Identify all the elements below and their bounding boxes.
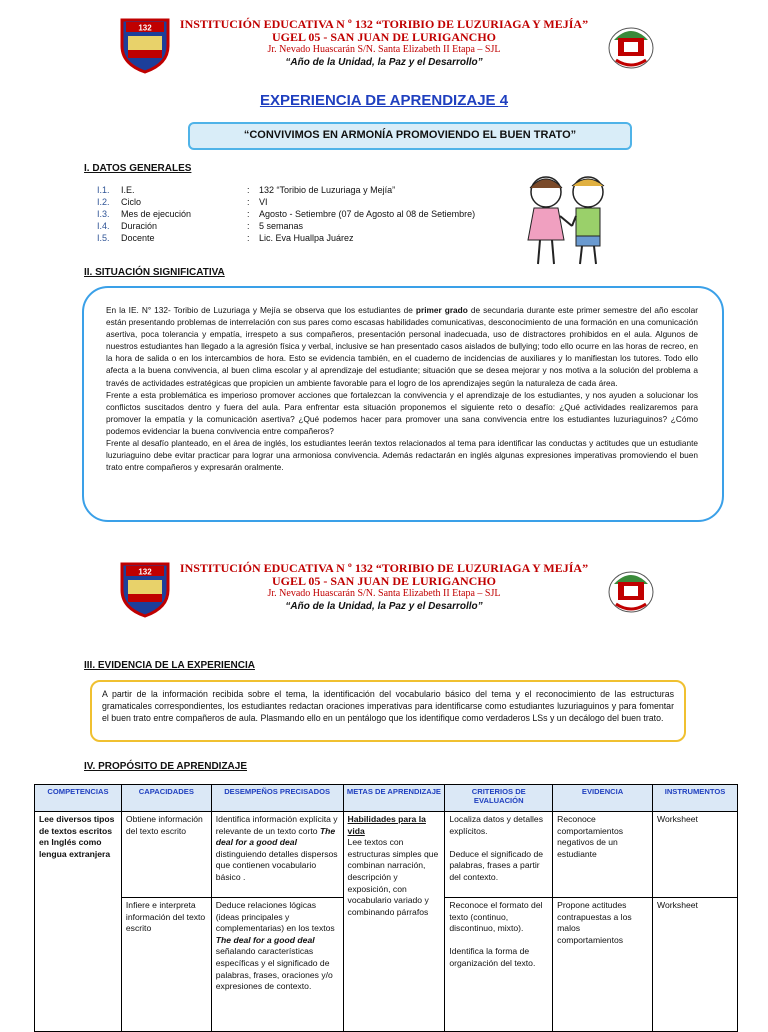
datos-row-separator: : xyxy=(247,233,250,243)
situacion-paragraph-2: Frente a esta problemática es imperioso promover acciones que fortalezcan la convivencia y el aprendizaje de los estudiantes, y nos ayuden a solucionar los conflictos suscitados dentro y fuera del aula. Para enfrentar esta situación proponemos el siguiente reto o desafío: ¿Qué actividades realizaremos para promover la empatía y la comunicación asertiva? ¿Qué podemos hacer para promover una sana convivencia entre los estudiantes luzuriaguinos? ¿Cómo podemos evidenciar la buena convivencia entre compañeros? xyxy=(106,389,698,436)
col-competencias: COMPETENCIAS xyxy=(35,785,122,812)
situacion-box xyxy=(82,286,724,522)
subtitle: “CONVIVIMOS EN ARMONÍA PROMOVIENDO EL BUEN TRATO” xyxy=(243,129,577,141)
col-instrumentos: INSTRUMENTOS xyxy=(653,785,738,812)
datos-row-value: 5 semanas xyxy=(259,221,304,231)
proposito-table xyxy=(34,784,738,1032)
datos-row xyxy=(97,232,517,244)
evidencia-box xyxy=(90,680,686,742)
datos-row xyxy=(97,220,517,232)
school-name: INSTITUCIÓN EDUCATIVA N º 132 “TORIBIO DE LUZURIAGA Y MEJÍA” xyxy=(179,17,589,31)
logo-number-2: 132 xyxy=(138,567,152,577)
instrumento-cell: Worksheet xyxy=(653,812,738,898)
metas-cell: Habilidades para la vida Lee textos con estructuras simples que combinan narración, descripción y exposición, con vocabulario variado y combinando párrafos xyxy=(343,812,445,1032)
children-illustration xyxy=(512,170,622,270)
col-evidencia: EVIDENCIA xyxy=(553,785,653,812)
evidencia-cell: Reconoce comportamientos negativos de un estudiante xyxy=(553,812,653,898)
datos-row-value: VI xyxy=(259,197,268,207)
datos-row-value: Lic. Eva Huallpa Juárez xyxy=(259,233,354,243)
datos-row-value: 132 “Toribio de Luzuriaga y Mejía” xyxy=(259,185,396,195)
datos-row xyxy=(97,208,517,220)
datos-row-number: I.2. xyxy=(97,197,110,207)
capacidad-cell: Infiere e interpreta información del texto escrito xyxy=(121,898,211,1032)
capacidad-cell: Obtiene información del texto escrito xyxy=(121,812,211,898)
datos-row-separator: : xyxy=(247,209,250,219)
situacion-paragraph-3: Frente al desafío planteado, en el área de inglés, los estudiantes leerán textos relacionados al tema para identificar las conductas y actitudes que un estudiante luzuriaguino debe evitar practicar para lograr una armoniosa convivencia. Además redactarán en inglés algunas expresiones imperativas promoviendo el buen trato entre compañeros y expresarán oralmente. xyxy=(106,438,698,473)
datos-row-number: I.4. xyxy=(97,221,110,231)
subtitle-box xyxy=(188,122,632,150)
situacion-text xyxy=(106,304,698,473)
situacion-paragraph-1: En la IE. N° 132- Toribio de Luzuriaga y Mejía se observa que los estudiantes de primer grado de secundaria durante este primer semestre del año escolar están presentando problemas de interrelación con sus pares como escasas habilidades comunicativas, desconocimiento de una formación en una comunicación asertiva, poca tolerancia y empatía, irrespeto a sus compañeros, presentación personal inadecuada, uso de distractores prohibidos en el aula. Algunos de nuestros estudiantes han llegado a la agresión física y verbal, inclusive se han presentado casos aislados de bullying; todo ello ocurre en las horas de recreo, en la hora de salida o en los intercambios de hora. Esto se evidencia también, en el cuaderno de incidencias de auxiliares y lo manifiestan los tutores. Todo ello afecta a la buena convivencia, al buen clima escolar y al aprendizaje del estudiante; situación que se desea mejorar y nos motiva a la solución del problema a través de actividades estratégicas que propicien un ambiente favorable para el logro de los aprendizajes según la naturaleza de cada área. xyxy=(106,305,698,388)
datos-row-separator: : xyxy=(247,197,250,207)
year-motto-2: “Año de la Unidad, la Paz y el Desarrollo” xyxy=(285,601,483,612)
ugel-name: UGEL 05 - SAN JUAN DE LURIGANCHO xyxy=(271,30,497,44)
table-row xyxy=(35,812,738,898)
instrumento-cell: Worksheet xyxy=(653,898,738,1032)
criterio-cell: Localiza datos y detalles explícitos. Deduce el significado de palabras, frases a partir del contexto. xyxy=(445,812,553,898)
evidencia-text: A partir de la información recibida sobre el tema, la identificación del vocabulario básico del tema y el reconocimiento de las estructuras gramaticales correspondientes, los estudiantes redactan oraciones imperativas para identificarse como estudiantes luzuriaguinos y para fomentar el buen trato entre compañeros de aula. Plasmando ello en un pentálogo que los identifique como verdaderos LSs y un decálogo del buen trato. xyxy=(102,689,674,723)
datos-row-separator: : xyxy=(247,185,250,195)
logo-number: 132 xyxy=(138,23,152,33)
ugel-name-2: UGEL 05 - SAN JUAN DE LURIGANCHO xyxy=(271,574,497,588)
competencia-cell: Lee diversos tipos de textos escritos en Inglés como lengua extranjera xyxy=(35,812,122,1032)
evidencia-cell: Propone actitudes contrapuestas a los malos comportamientos xyxy=(553,898,653,1032)
year-motto: “Año de la Unidad, la Paz y el Desarrollo” xyxy=(285,57,483,68)
desempeno-cell: Identifica información explícita y relevante de un texto corto The deal for a good deal distinguiendo detalles dispersos que contienen vocabulario básico . xyxy=(211,812,343,898)
table-header-row xyxy=(35,785,738,812)
section-situacion-heading: II. SITUACIÓN SIGNIFICATIVA xyxy=(84,267,225,278)
col-desempenos: DESEMPEÑOS PRECISADOS xyxy=(211,785,343,812)
school-name-2: INSTITUCIÓN EDUCATIVA N º 132 “TORIBIO DE LUZURIAGA Y MEJÍA” xyxy=(179,561,589,575)
datos-row-label: I.E. xyxy=(121,185,135,195)
datos-row-number: I.1. xyxy=(97,185,110,195)
desempeno-cell: Deduce relaciones lógicas (ideas principales y complementarias) en los textos The deal for a good deal señalando características específicas y el significado de palabras, frases, oraciones y/o expresiones de contexto. xyxy=(211,898,343,1032)
datos-row-label: Mes de ejecución xyxy=(121,209,192,219)
col-criterios: CRITERIOS DE EVALUACIÓN xyxy=(445,785,553,812)
section-proposito-heading: IV. PROPÓSITO DE APRENDIZAJE xyxy=(84,761,248,772)
datos-row-label: Duración xyxy=(121,221,158,231)
datos-row-number: I.3. xyxy=(97,209,110,219)
section-datos-heading: I. DATOS GENERALES xyxy=(84,163,192,174)
datos-row-separator: : xyxy=(247,221,250,231)
section-evidencia-heading: III. EVIDENCIA DE LA EXPERIENCIA xyxy=(84,660,255,671)
school-address-2: Jr. Nevado Huascarán S/N. Santa Elizabeth II Etapa – SJL xyxy=(267,588,501,599)
col-capacidades: CAPACIDADES xyxy=(121,785,211,812)
school-address: Jr. Nevado Huascarán S/N. Santa Elizabeth II Etapa – SJL xyxy=(267,44,501,55)
criterio-cell: Reconoce el formato del texto (continuo, discontinuo, mixto). Identifica la forma de organización del texto. xyxy=(445,898,553,1032)
col-metas: METAS DE APRENDIZAJE xyxy=(343,785,445,812)
datos-row-value: Agosto - Setiembre (07 de Agosto al 08 de Setiembre) xyxy=(259,209,476,219)
datos-row-number: I.5. xyxy=(97,233,110,243)
datos-row-label: Ciclo xyxy=(121,197,142,207)
datos-row xyxy=(97,196,517,208)
datos-list xyxy=(97,184,517,244)
datos-row xyxy=(97,184,517,196)
datos-row-label: Docente xyxy=(121,233,155,243)
page-title: EXPERIENCIA DE APRENDIZAJE 4 xyxy=(259,92,509,109)
